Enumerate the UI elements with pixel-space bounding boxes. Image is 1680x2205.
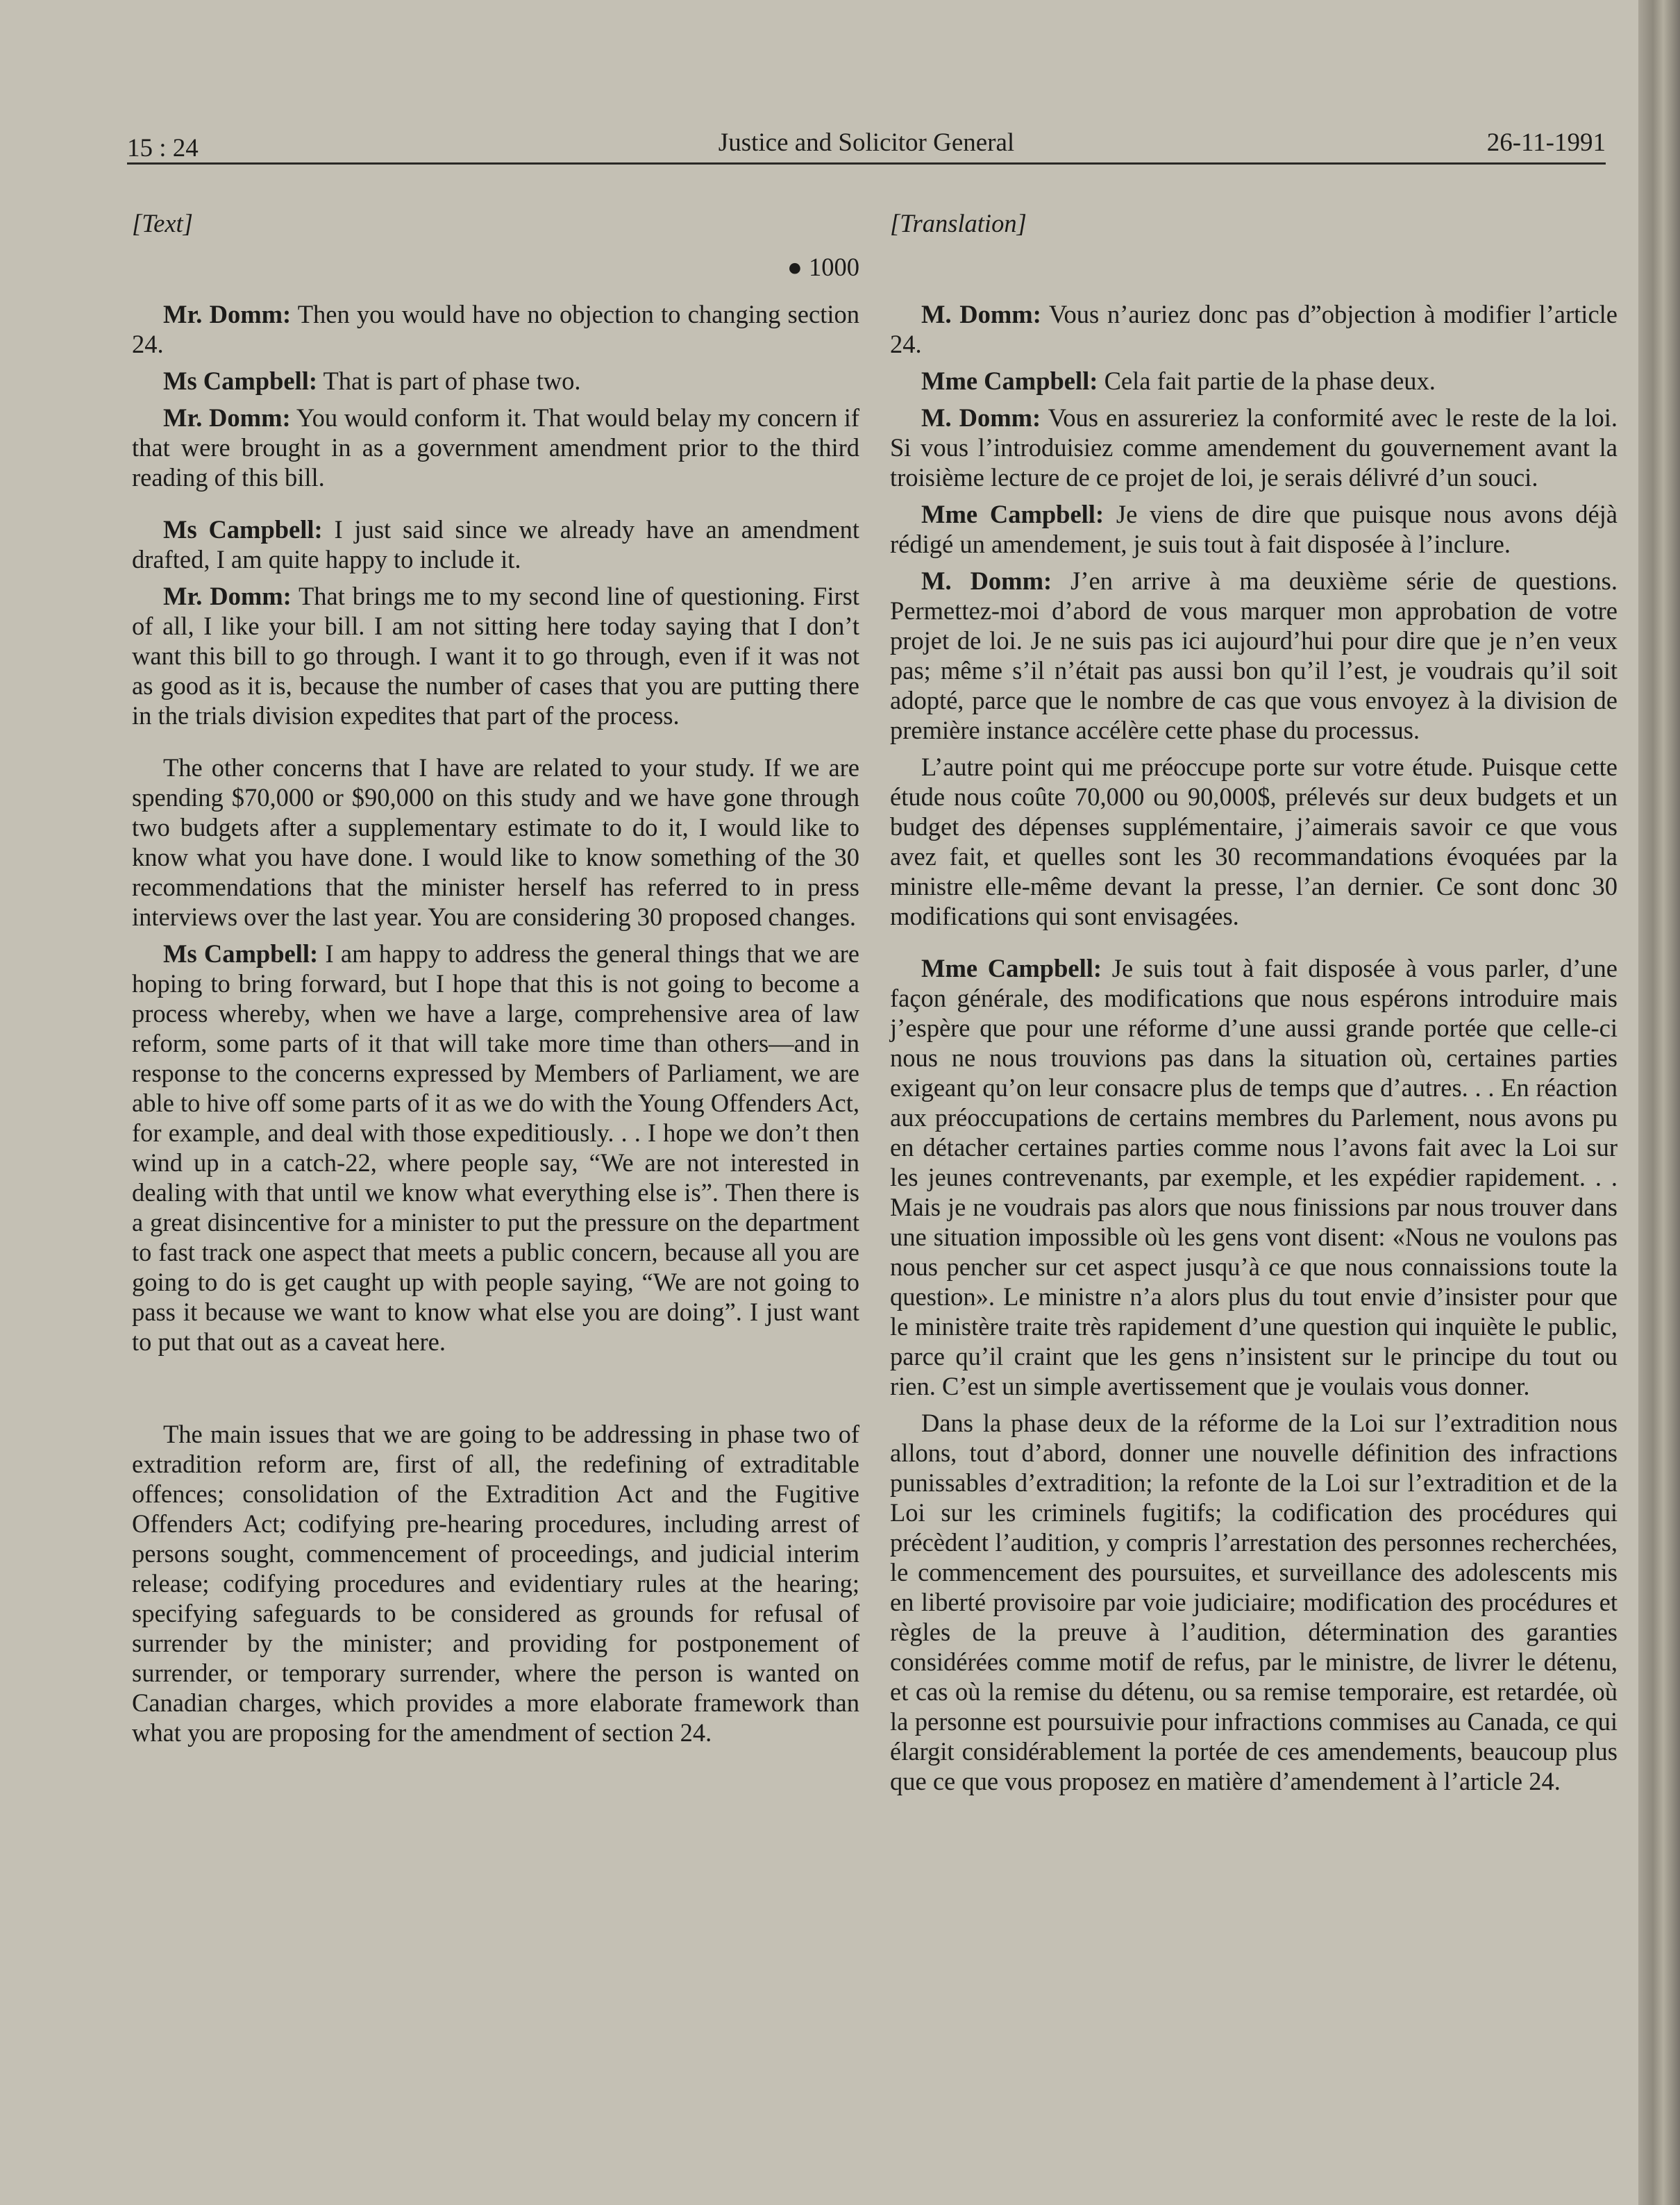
paragraph-text: Je suis tout à fait disposée à vous parler, d’une façon générale, des modifications que nous espérons introduire mais j’espère que pour une réforme d’une aussi grande portée que celle-ci nous ne nous trouvions pas dans la situation où, certaines parties exigeant qu’on leur consacre plus de temps que d’autres. . . En réaction aux préoccupations de certains membres du Parlement, nous avons pu en détacher certaines parties comme nous l’avons fait avec la Loi sur les jeunes contrevenants, par exemple, et les expédier rapidement. . . Mais je ne voudrais pas alors que nous finissions par nous trouver dans une situation impossible où les gens vont disent: «Nous ne voulons pas nous pencher sur cet aspect jusqu’à ce que nous connaissions toute la question». Le ministre n’a alors plus du tout envie d’insister pour que le ministère traite très rapidement d’une question qui inquiète le public, parce qu’il craint que les gens n’insistent sur le principe du tout ou rien. C’est un simple avertissement que je voulais vous donner. bbox=[890, 954, 1618, 1400]
paragraph bbox=[890, 403, 1618, 492]
speaker: Mr. Domm: bbox=[163, 403, 291, 432]
paragraph-text: Vous n’auriez donc pas d”objection à modifier l’article 24. bbox=[890, 300, 1618, 358]
paragraph: The other concerns that I have are related to your study. If we are spending $70,000 or $90,000 on this study and we have gone through two budgets after a supplementary estimate to do it, I would like to know what you have done. I would like to know something of the 30 recommendations that the minister herself has referred to in press interviews over the last year. You are considering 30 proposed changes. bbox=[132, 753, 859, 931]
speaker: M. Domm: bbox=[921, 567, 1052, 595]
paragraph: The main issues that we are going to be addressing in phase two of extradition reform are, first of all, the redefining of extraditable offences; consolidation of the Extradition Act and the Fugitive Offenders Act; codifying pre-hearing procedures, including arrest of persons sought, commencement of proceedings, and judicial interim release; codifying procedures and evidentiary rules at the hearing; specifying safeguards to be considered as grounds for refusal of surrender by the minister; and providing for postponement of surrender, or temporary surrender, where the person is wanted on Canadian charges, which provides a more elaborate framework than what you are proposing for the amendment of section 24. bbox=[132, 1420, 859, 1747]
speaker: Ms Campbell: bbox=[163, 367, 318, 395]
paragraph-text: That brings me to my second line of questioning. First of all, I like your bill. I am not sitting here today saying that I don’t want this bill to go through. I want it to go through, even if it was not as good as it is, because the number of cases that you are putting there in the trials division expedites that part of the process. bbox=[132, 582, 859, 730]
paragraph bbox=[132, 366, 859, 396]
paragraph: L’autre point qui me préoccupe porte sur votre étude. Puisque cette étude nous coûte 70,000 ou 90,000$, prélevés sur deux budgets et un budget des dépenses supplémentaire, j’aimerais savoir ce que vous avez fait, et quelles sont les 30 recommandations évoquées par la ministre elle-même devant la presse, l’an dernier. Ce sont donc 30 modifications qui sont envisagées. bbox=[890, 753, 1618, 930]
speaker: Mme Campbell: bbox=[921, 500, 1104, 528]
paragraph bbox=[890, 499, 1618, 559]
paragraph-text: That is part of phase two. bbox=[317, 367, 581, 395]
paragraph-text: You would conform it. That would belay my concern if that were brought in as a government amendment prior to the third reading of this bill. bbox=[132, 403, 859, 492]
time-marker: ● 1000 bbox=[787, 253, 859, 281]
page-header bbox=[127, 124, 1606, 165]
speaker: Mme Campbell: bbox=[921, 367, 1098, 395]
paragraph-text: I am happy to address the general things that we are hoping to bring forward, but I hope that this is not going to become a process whereby, when we have a large, comprehensive area of law reform, some parts of it that will take more time than others—and in response to the concerns expressed by Members of Parliament, we are able to hive off some parts of it as we do with the Young Offenders Act, for example, and deal with those expeditiously. . . I hope we don’t then wind up in a catch-22, where people say, “We are not interested in dealing with that until we know what everything else is”. Then there is a great disincentive for a minister to put the pressure on the department to fast track one aspect that meets a public concern, because all you are going to do is get caught up with people saying, “We are not going to pass it because we want to know what else you are doing”. I just want to put that out as a caveat here. bbox=[132, 939, 860, 1356]
paragraph bbox=[890, 299, 1618, 359]
paragraph bbox=[132, 299, 859, 359]
paragraph bbox=[132, 403, 859, 492]
speaker: M. Domm: bbox=[921, 300, 1041, 328]
paragraph-text: J’en arrive à ma deuxième série de questions. Permettez-moi d’abord de vous marquer mon approbation de votre projet de loi. Je ne suis pas ici aujourd’hui pour dire que je n’en veux pas; même s’il n’était pas aussi bon qu’il l’est, je voudrais qu’il soit adopté, parce que le nombre de cas que vous envoyez à la division de première instance accélère cette phase du processus. bbox=[890, 567, 1618, 744]
paragraph bbox=[890, 566, 1618, 745]
running-title: Justice and Solicitor General bbox=[718, 128, 1015, 157]
page-number: 15 : 24 bbox=[127, 134, 199, 162]
paragraph: Dans la phase deux de la réforme de la Loi sur l’extradition nous allons, tout d’abord, donner une nouvelle définition des infractions punissables d’extradition; la refonte de la Loi sur l’extradition et de la Loi sur les criminels fugitifs; la codification des procédures qui précèdent l’audition, y compris l’arrestation des personnes recherchées, le commencement des poursuites, et surveillance des adolescents mis en liberté provisoire par voie judiciaire; modification des procédures et règles de la preuve à l’audition, détermination des garanties considérées comme motif de refus, par le ministre, de livrer le détenu, et cas où la remise du détenu, ou sa remise temporaire, est retardée, où la personne est poursuivie pour infractions commises au Canada, ce qui élargit considérablement la portée de ces amendements, beaucoup plus que ce que vous proposez en matière d’amendement à l’article 24. bbox=[890, 1409, 1618, 1795]
paragraph bbox=[132, 939, 859, 1357]
translation-tag: [Translation] bbox=[890, 209, 1027, 237]
speaker: Mr. Domm: bbox=[163, 300, 292, 328]
paragraph-text: Then you would have no objection to changing section 24. bbox=[132, 300, 859, 358]
header-date: 26-11-1991 bbox=[1486, 128, 1606, 157]
speaker: Ms Campbell: bbox=[163, 515, 323, 544]
paragraph bbox=[132, 514, 859, 574]
french-column bbox=[890, 208, 1618, 1796]
paragraph-text: I just said since we already have an amendment drafted, I am quite happy to include it. bbox=[132, 515, 860, 573]
paragraph bbox=[890, 953, 1618, 1401]
speaker: M. Domm: bbox=[921, 403, 1041, 432]
paragraph bbox=[890, 366, 1618, 396]
header-rule bbox=[127, 162, 1606, 165]
speaker: Mme Campbell: bbox=[921, 954, 1102, 982]
book-binding-edge bbox=[1638, 0, 1680, 2205]
speaker: Mr. Domm: bbox=[163, 582, 292, 610]
text-tag: [Text] bbox=[132, 209, 193, 237]
paragraph-text: Vous en assureriez la conformité avec le reste de la loi. Si vous l’introduisiez comme amendement du gouvernement avant la troisième lecture de ce projet de loi, je serais délivré d’un souci. bbox=[890, 403, 1618, 492]
paragraph bbox=[132, 581, 859, 730]
paragraph-text: Cela fait partie de la phase deux. bbox=[1098, 367, 1436, 395]
english-column bbox=[132, 208, 859, 1747]
speaker: Ms Campbell: bbox=[163, 939, 319, 968]
paragraph-text: Je viens de dire que puisque nous avons déjà rédigé un amendement, je suis tout à fait disposée à l’inclure. bbox=[890, 500, 1618, 558]
